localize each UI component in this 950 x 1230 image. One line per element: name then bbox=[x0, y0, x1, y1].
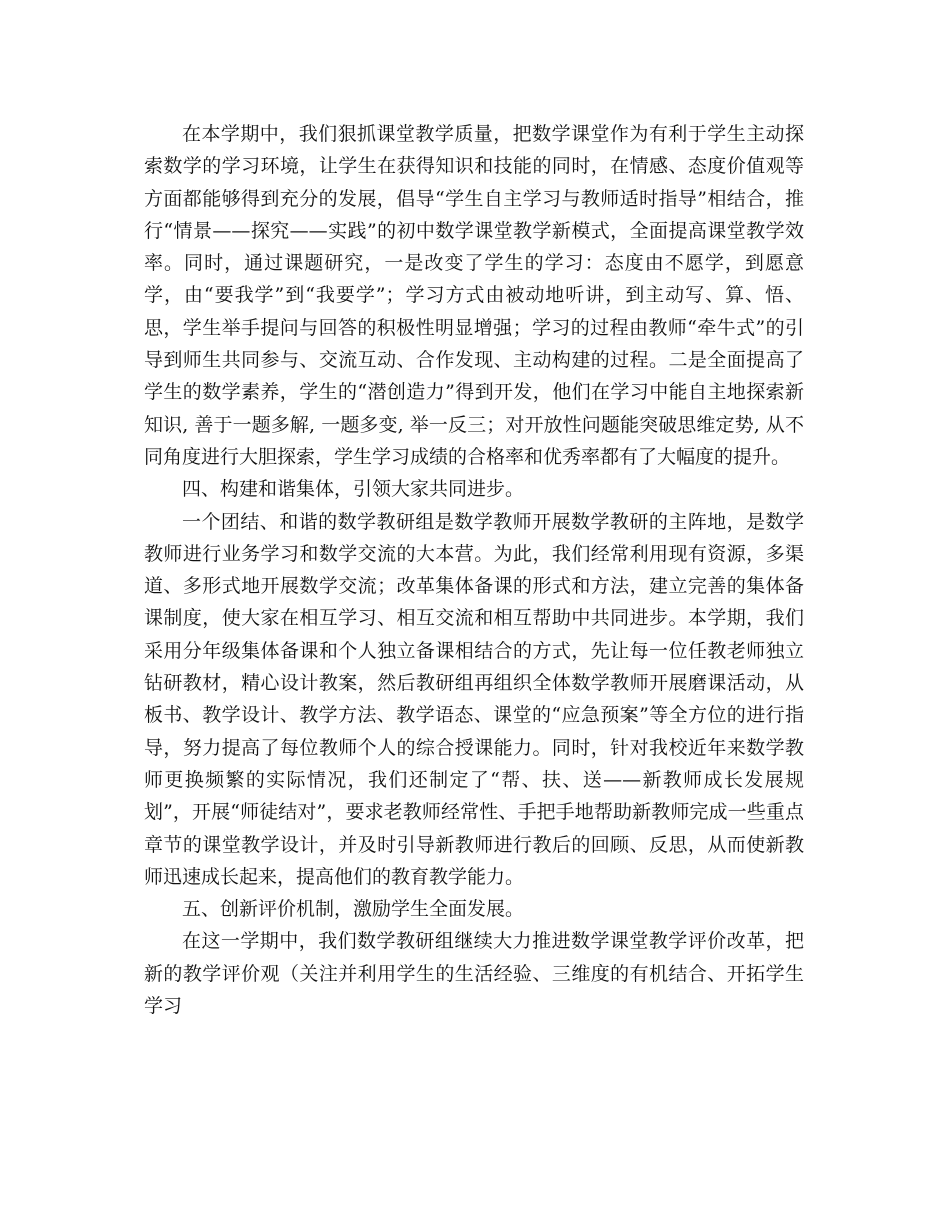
section-heading-5: 五、创新评价机制，激励学生全面发展。 bbox=[182, 898, 525, 921]
paragraph-evaluation-reform: 在这一学期中，我们数学教研组继续大力推进数学课堂教学评价改革，把新的教学评价观（关注并利用学生的生活经验、三维度的有机结合、开拓学生学习 bbox=[144, 930, 804, 1018]
document-body bbox=[144, 118, 804, 1022]
section-heading-4: 四、构建和谐集体，引领大家共同进步。 bbox=[182, 478, 525, 501]
paragraph-classroom-quality: 在本学期中，我们狠抓课堂教学质量，把数学课堂作为有利于学生主动探索数学的学习环境，让学生在获得知识和技能的同时，在情感、态度价值观等方面都能够得到充分的发展，倡导“学生自主学习与教师适时指导”相结合，推行“情景——探究——实践”的初中数学课堂教学新模式，全面提高课堂教学效率。同时，通过课题研究，一是改变了学生的学习：态度由不愿学，到愿意学，由“要我学”到“我要学”；学习方式由被动地听讲，到主动写、算、悟、思，学生举手提问与回答的积极性明显增强；学习的过程由教师“牵牛式”的引导到师生共同参与、交流互动、合作发现、主动构建的过程。二是全面提高了学生的数学素养，学生的“潜创造力”得到开发，他们在学习中能自主地探索新知识, 善于一题多解, 一题多变, 举一反三；对开放性问题能突破思维定势, 从不同角度进行大胆探索，学生学习成绩的合格率和优秀率都有了大幅度的提升。 bbox=[144, 123, 804, 468]
paragraph-teaching-group: 一个团结、和谐的数学教研组是数学教师开展数学教研的主阵地，是数学教师进行业务学习和数学交流的大本营。为此，我们经常利用现有资源，多渠道、多形式地开展数学交流；改革集体备课的形式和方法，建立完善的集体备课制度，使大家在相互学习、相互交流和相互帮助中共同进步。本学期，我们采用分年级集体备课和个人独立备课相结合的方式，先让每一位任教老师独立钻研教材，精心设计教案，然后教研组再组织全体数学教师开展磨课活动，从板书、教学设计、教学方法、教学语态、课堂的“应急预案”等全方位的进行指导，努力提高了每位教师个人的综合授课能力。同时，针对我校近年来数学教师更换频繁的实际情况，我们还制定了“帮、扶、送——新教师成长发展规划”，开展“师徒结对”，要求老教师经常性、手把手地帮助新教师完成一些重点章节的课堂教学设计，并及时引导新教师进行教后的回顾、反思，从而使新教师迅速成长起来，提高他们的教育教学能力。 bbox=[144, 510, 804, 888]
